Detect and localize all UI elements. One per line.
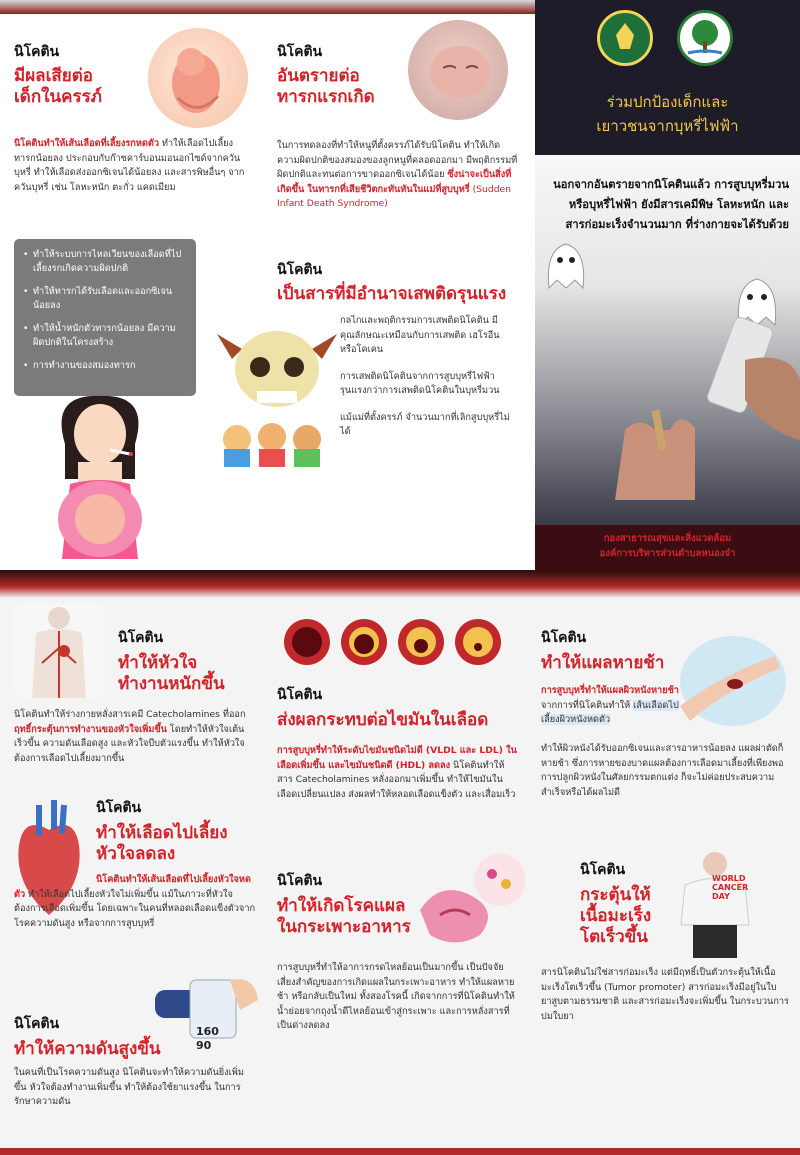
organization-name: กองสาธารณสุขและสิ่งแวดล้อม องค์การบริหารส่วนตำบลหนองจ๋า <box>599 533 736 559</box>
shirt-text: WORLD CANCER DAY <box>712 874 749 901</box>
section-title: เป็นสารที่มีอำนาจเสพติดรุนแรง <box>277 284 507 304</box>
section-label: นิโคติน <box>580 862 626 878</box>
section-title: อันตรายต่อ ทารกแรกเกิด <box>277 66 375 107</box>
tree-logo-icon <box>677 10 733 66</box>
divider-band <box>0 570 800 598</box>
cover-callout: นอกจากอันตรายจากนิโคตินแล้ว การสูบบุหรี่มวน หรือบุหรี่ไฟฟ้า ยังมีสารเคมีพิษ โลหะหนัก และสารก่อมะเร็งจำนวนมาก ที่ร่างกายจะได้รับด้วย <box>553 178 789 231</box>
list-item: • ทำให้ระบบการไหลเวียนของเลือดที่ไปเลี้ยงรกเกิดความผิดปกติ <box>23 248 187 276</box>
skull-addiction-illustration <box>212 319 342 469</box>
artery-plaque-illustration <box>282 617 507 667</box>
section-body: นิโคตินทำให้เส้นเลือดที่ไปเลี้ยงหัวใจหดตัว ทำให้เลือดไปเลี้ยงหัวใจไม่เพิ่มขึ้น แม้ในภาวะที่หัวใจต้องการเลือดเพิ่มขึ้น โดยเฉพาะในคนที่หลอดเลือดแข็งตัวจากโรคความดันสูง หรือจากการสูบบุหรี่ <box>14 874 256 929</box>
section-body: การสูบบุหรี่ทำให้แผลผิวหนังหายช้า จากการที่นิโคตินทำให้ เส้นเลือดไปเลี้ยงผิวหนังหดตัว <box>541 685 679 725</box>
section-body: นิโคตินทำให้ร่างกายหลั่งสารเคมี Catecholamines ที่ออกฤทธิ์กระตุ้นการทำงานของหัวใจเพิ่มขึ้น โดยทำให้หัวใจเต้นเร็วขึ้น ความดันเลือดสูง และหัวใจบีบตัวแรงขึ้น ทำให้หัวใจต้องการเลือดไปเลี้ยงมากขึ้น <box>14 709 246 764</box>
stomach-ulcer-illustration <box>410 850 525 950</box>
list-item: • ทำให้ทารกได้รับเลือดและออกซิเจนน้อยลง <box>23 285 187 313</box>
organization-logo-icon <box>597 10 653 66</box>
paragraph: แม้แม่ที่ตั้งครรภ์ จำนวนมากที่เลิกสูบบุหรี่ไม่ได้ <box>340 411 510 437</box>
section-label: นิโคติน <box>96 800 142 816</box>
wound-arm-illustration <box>680 636 786 726</box>
newborn-photo <box>408 20 508 120</box>
section-label: นิโคติน <box>118 630 164 646</box>
cover-heading: ร่วมปกป้องเด็กและ เยาวชนจากบุหรี่ไฟฟ้า <box>596 93 739 135</box>
section-label: นิโคติน <box>277 262 323 278</box>
list-item: • การทำงานของสมองทารก <box>23 359 187 373</box>
body-circulation-illustration <box>14 603 104 698</box>
section-title: มีผลเสียต่อ เด็กในครรภ์ <box>14 66 102 107</box>
section-title: กระตุ้นให้ เนื้อมะเร็ง โตเร็วขึ้น <box>580 885 652 947</box>
paragraph: กลไกและพฤติกรรมการเสพติดนิโคติน มีคุณลักษณะเหมือนกับการเสพติด เฮโรอีน หรือโคเคน <box>340 315 500 355</box>
effects-list <box>14 239 196 396</box>
section-body: ในคนที่เป็นโรคความดันสูง นิโคตินจะทำให้ความดันยิ่งเพิ่มขึ้น หัวใจต้องทำงานเพิ่มขึ้น ทำให้ต้องใช้ยาแรงขึ้น ในการรักษาความดัน <box>14 1067 244 1107</box>
inner-panel <box>0 14 535 570</box>
section-title: ทำให้แผลหายช้า <box>541 653 665 673</box>
section-body <box>340 314 512 440</box>
section-body: สารนิโคตินไม่ใช่สารก่อมะเร็ง แต่มีฤทธิ์เป็นตัวกระตุ้นให้เนื้อมะเร็งโตเร็วขึ้น (Tumor promoter) สารก่อมะเร็งมีอยู่ในใบยาสูบตามธรรมชาติ และสารก่อมะเร็งจะเพิ่มขึ้น ในกระบวนการบ่มใบยา <box>541 967 789 1022</box>
paragraph: การเสพติดนิโคตินจากการสูบบุหรี่ไฟฟ้ารุนแรงกว่าการเสพติดนิโคตินในบุหรี่มวน <box>340 370 500 396</box>
section-label: นิโคติน <box>277 44 323 60</box>
section-body-cont: ทำให้ผิวหนังได้รับออกซิเจนและสารอาหารน้อยลง แผลผ่าตัดก็หายช้า ซึ่งการหายของบาดแผลต้องการเลือดมาเลี้ยงที่เพียงพอ การปลูกผิวหนังในศัลยกรรมตกแต่ง ก็จะไม่ค่อยประสบความสำเร็จหรือได้ผลไม่ดี <box>541 743 784 798</box>
vape-hand-illustration <box>595 300 800 500</box>
list-item: • ทำให้น้ำหนักตัวทารกน้อยลง มีความผิดปกติในโครงสร้าง <box>23 322 187 350</box>
section-body: การสูบบุหรี่ทำให้อาการกรดไหลย้อนเป็นมากขึ้น เป็นปัจจัยเสี่ยงสำคัญของการเกิดแผลในกระเพาะอาหาร ทำให้แผลหายช้า หรือกลับเป็นใหม่ ทั้งสองโรคนี้ เกิดจากการที่นิโคตินทำให้น้ำย่อยจากถุงน้ำดีไหลย้อนเข้าสู่กระเพาะ และการหลั่งสารที่เป็นด่างลดลง <box>277 962 515 1031</box>
section-title: ทำให้เลือดไปเลี้ยง หัวใจลดลง <box>96 823 228 864</box>
cover-panel <box>535 0 800 575</box>
bottom-band <box>0 1148 800 1155</box>
section-title: ทำให้หัวใจ ทำงานหนักขึ้น <box>118 653 225 694</box>
section-body: ในการทดลองที่ทำให้หนูที่ตั้งครรภ์ได้รับนิโคติน ทำให้เกิดความผิดปกติของสมองของลูกหนูที่คลอดออกมา มีพฤติกรรมที่ผิดปกติและทนต่อการขาดออกซิเจนได้น้อย ซึ่งน่าจะเป็นสิ่งที่เกิดขึ้น ในทารกที่เสียชีวิตกะทันหันในแม่ที่สูบบุหรี่ (Sudden Infant Death Syndrome) <box>277 140 518 209</box>
bp-systolic-readout: 160 <box>196 1025 219 1038</box>
bp-diastolic-readout: 90 <box>196 1039 212 1052</box>
pregnant-woman-illustration <box>30 384 170 569</box>
section-title: ทำให้ความดันสูงขึ้น <box>14 1039 161 1059</box>
cancer-patient-illustration <box>665 850 765 958</box>
ghost-icon <box>545 240 587 290</box>
section-label: นิโคติน <box>14 44 60 60</box>
section-label: นิโคติน <box>277 873 323 889</box>
section-label: นิโคติน <box>277 687 323 703</box>
section-label: นิโคติน <box>541 630 587 646</box>
section-title: ทำให้เกิดโรคแผล ในกระเพาะอาหาร <box>277 896 411 937</box>
section-title: ส่งผลกระทบต่อไขมันในเลือด <box>277 710 489 730</box>
section-body: การสูบบุหรี่ทำให้ระดับไขมันชนิดไม่ดี (VLDL และ LDL) ในเลือดเพิ่มขึ้น และไขมันชนิดดี (HDL) ลดลง นิโคตินทำให้สาร Catecholamines หลั่งออกมาเพิ่มขึ้น ทำให้ไขมันในเลือดเปลี่ยนแปลง ส่งผลทำให้หลอดเลือดแข็งตัว และเสื่อมเร็ว <box>277 745 517 800</box>
fetus-illustration <box>148 28 248 128</box>
section-body: นิโคตินทำให้เส้นเลือดที่เลี้ยงรกหดตัว ทำให้เลือดไปเลี้ยงทารกน้อยลง ประกอบกับก๊าซคาร์บอนมอนอกไซด์จากควันบุหรี่ ทำให้เลือดส่งออกซิเจนได้น้อยลง และสารพิษอื่นๆ จากควันบุหรี่ เช่น โลหะหนัก ตะกั่ว แคดเมียม <box>14 138 245 193</box>
section-label: นิโคติน <box>14 1016 60 1032</box>
